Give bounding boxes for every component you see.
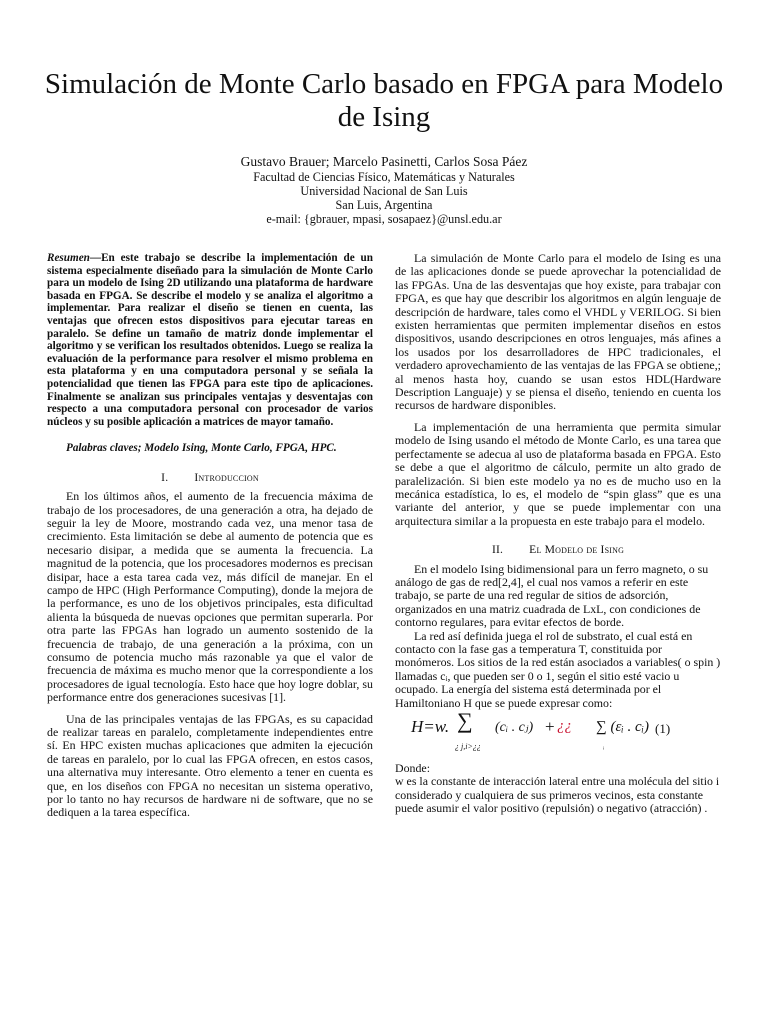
section-heading-introduccion <box>47 471 373 484</box>
section-title: Introduccion <box>194 470 259 484</box>
affiliation-faculty: Facultad de Ciencias Físico, Matemáticas y Naturales <box>253 170 515 184</box>
abstract-lead: Resumen <box>47 252 90 264</box>
right-column <box>395 252 721 816</box>
abstract-text: —En este trabajo se describe la implementación de un sistema especialmente diseñado para la simulación de Monte Carlo para un modelo de Ising 2D utilizando una plataforma de hardware basada en FPGA. Se describe el modelo y se analiza el algoritmo a implementar. Para realizar el diseño se tienen en cuenta, las ventajas que ofrecen estos dispositivos para ejecutar tareas en paralelo. Se define un tamaño de matriz donde implementar el algoritmo y se verifican los resultados obtenidos. Luego se realiza la evaluación de la performance para resolver el mismo problema en esta plataforma y en una computadora personal y se señala la potencialidad que tienen las FPGA para este tipo de aplicaciones. Finalmente se analizan sus principales ventajas y desventajas con respecto a una computadora personal con procesador de varios núcleos y su posible aplicación a matrices de mayor tamaño. <box>47 252 373 428</box>
body-paragraph: La simulación de Monte Carlo para el modelo de Ising es una de las aplicaciones donde se puede aprovechar la potencialidad de las FPGAs. Una de las desventajas que hoy existe, para trabajar con FPGA, es que hay que describir los algoritmos en algún lenguaje de descripción de hardware, tales como el VHDL y VERILOG. Si bien existen herramientas que permiten implementar diseños en estos dispositivos, usando descripciones en otros lenguajes, más afines a los usados por los desarrolladores de HPC tradicionales, el verdadero aprovechamiento de las ventajas de las FPGA se obtiene,; al menos hasta hoy, cuando se usan estos HDL(Hardware Description Languaje) y se piensa el diseño, teniendo en cuenta los recursos de hardware disponibles. <box>395 251 721 413</box>
equation-lhs: H=w. <box>411 717 450 736</box>
body-paragraph: La red así definida juega el rol de substrato, el cual está en contacto con la fase gas a temperatura T, constituida por monómeros. Los sitios de la red están asociados a variables( o spin ) llamadas cᵢ, que pueden ser 0 o 1, según el sitio esté vacio u ocupado. La energía del sistema está determinada por el Hamiltoniano H que se puede expresar como: <box>395 628 721 710</box>
section-heading-modelo-ising <box>395 543 721 556</box>
equation-glitch: ¿¿ <box>557 718 572 734</box>
w-definition: w es la constante de interacción lateral entre una molécula del sitio i considerado y cualquiera de sus primeros vecinos, esta constante puede asumir el valor positivo (repulsión) o negativo (atracción) . <box>395 774 720 816</box>
sum-symbol: ∑ <box>457 708 473 733</box>
section-number: I. <box>161 470 169 484</box>
donde-label: Donde: <box>395 761 431 775</box>
paper-authors: Gustavo Brauer; Marcelo Pasinetti, Carlos Sosa Páez <box>240 154 528 169</box>
intro-paragraph: En los últimos años, el aumento de la frecuencia máxima de trabajo de los procesadores, de una generación a otra, ha dejado de seguir la ley de Moore, mostrando cada vez, una menor tasa de crecimiento. Esta limitación se debe al aumento de potencia que es necesario disipar, a medida que se aumenta la frecuencia. La magnitud de la potencia, que los procesadores modernos es precisan disipar, hace a esta tarea cada vez, más difícil de manejar. En el campo de HPC (High Performance Computing), donde la mejora de la performance, es uno de los objetivos principales, esta dificultad alienta la búsqueda de nuevas opciones que permitan superarla. Por otra parte las FPGAs han logrado un aumento sostenido de la frecuencia de trabajo, de una generación a la próxima, con un consumo de potencia mucho más razonable ya que el valor de frecuencia de máxima es mucho menor que la correspondiente a los procesadores de igual tecnología. Esto hace que hoy logre doblar, su performance entre dos generaciones sucesivas [1]. <box>47 489 373 705</box>
sum-subscript: ¿ j,i>¿¿ <box>455 742 481 751</box>
equation-term1: (cᵢ . cⱼ) <box>495 720 534 735</box>
equation-number: (1) <box>655 721 671 736</box>
left-column <box>47 252 373 828</box>
abstract <box>47 252 373 428</box>
intro-paragraph: Una de las principales ventajas de las FPGAs, es su capacidad de realizar tareas en paralelo, completamente independientes entre sí. En HPC existen muchas aplicaciones que admiten la ejecución de tareas en paralelo, por lo cual las FPGA ofrecen, en estos casos, una alternativa muy interesante. Otro elemento a tener en cuenta es que, en los diseños con FPGA no necesitan un sistema operativo, por lo tanto no hay recursos de hardware ni de software, que no se dediquen a la tarea específica. <box>47 711 373 820</box>
body-paragraph: En el modelo Ising bidimensional para un ferro magneto, o su análogo de gas de red[2,4], el cual nos vamos a referir en este trabajo, se parte de una red regular de sitios de adsorción, organizados en una matriz cuadrada de LxL, con condiciones de contorno regulares, para evitar efectos de borde. <box>395 561 709 630</box>
keywords: Palabras claves; Modelo Ising, Monte Carlo, FPGA, HPC. <box>66 442 337 455</box>
affiliation-email: e-mail: {gbrauer, mpasi, sosapaez}@unsl.edu.ar <box>266 212 502 226</box>
affiliation-city: San Luis, Argentina <box>335 198 433 212</box>
paper-title: Simulación de Monte Carlo basado en FPGA para Modelo de Ising <box>44 68 724 133</box>
body-paragraph: La implementación de una herramienta que permita simular modelo de Ising usando el método de Monte Carlo, es una tarea que perfectamente se adecua al uso de plataforma basada en FPGA. Esto se debe a que el algoritmo de cálculo, permite un alto grado de paralelización. Si bien este modelo ya no es de mucho uso en la mecánica estadística, lo es, el modelo de “spin glass” que es una variante del anterior, y que se puede implementar con una arquitectura similar a la propuesta en este trabajo para el modelo. <box>395 419 721 528</box>
equation-plus: + <box>545 717 555 736</box>
equation-term2: ∑ (εᵢ . cᵢ) <box>596 719 649 735</box>
hamiltonian-equation <box>411 708 721 751</box>
affiliation-block <box>40 170 728 226</box>
section-number: II. <box>491 543 504 557</box>
affiliation-university: Universidad Nacional de San Luis <box>300 184 468 198</box>
section-title: El Modelo de Ising <box>529 543 625 557</box>
equation-term2-subscript: ᵢ <box>603 742 605 751</box>
